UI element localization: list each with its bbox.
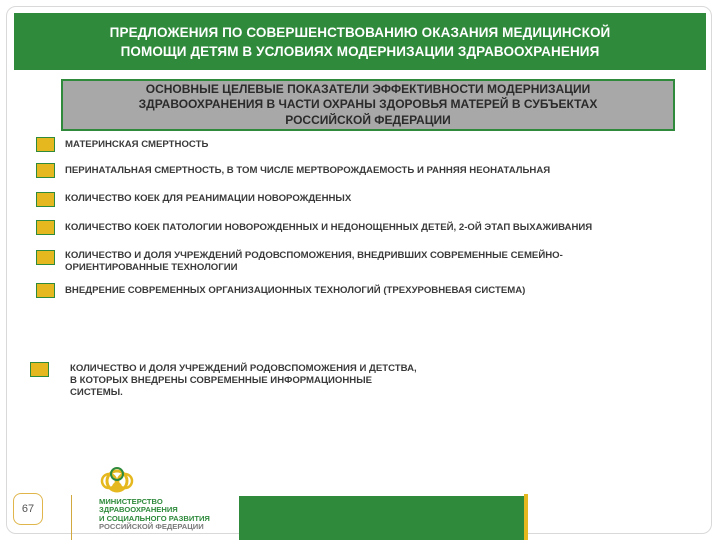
section-heading-line-3: РОССИЙСКОЙ ФЕДЕРАЦИИ: [285, 112, 451, 127]
section-heading-line-2: ЗДРАВООХРАНЕНИЯ В ЧАСТИ ОХРАНЫ ЗДОРОВЬЯ МАТЕРЕЙ В СУБЪЕКТАХ: [138, 97, 598, 112]
square-bullet-icon: [36, 137, 55, 152]
list-item: [36, 283, 525, 298]
list-item: [36, 220, 592, 235]
slide-title: [14, 13, 706, 70]
list-item: [36, 163, 550, 178]
list-item-text: ВНЕДРЕНИЕ СОВРЕМЕННЫХ ОРГАНИЗАЦИОННЫХ ТЕХНОЛОГИЙ (ТРЕХУРОВНЕВАЯ СИСТЕМА): [65, 285, 526, 296]
footer-green-bar: [239, 496, 524, 540]
list-item-text: КОЛИЧЕСТВО КОЕК ПАТОЛОГИИ НОВОРОЖДЕННЫХ И НЕДОНОЩЕННЫХ ДЕТЕЙ, 2-ОЙ ЭТАП ВЫХАЖИВАНИЯ: [65, 222, 593, 233]
logo-text-line-1: МИНИСТЕРСТВО: [99, 497, 163, 506]
section-heading-line-1: ОСНОВНЫЕ ЦЕЛЕВЫЕ ПОКАЗАТЕЛИ ЭФФЕКТИВНОСТИ МОДЕРНИЗАЦИИ: [145, 81, 591, 96]
square-bullet-icon: [36, 220, 55, 235]
list-item-text: КОЛИЧЕСТВО КОЕК ДЛЯ РЕАНИМАЦИИ НОВОРОЖДЕННЫХ: [65, 193, 352, 204]
page-number: [13, 493, 43, 525]
slide-title-line-2: ПОМОЩИ ДЕТЯМ В УСЛОВИЯХ МОДЕРНИЗАЦИИ ЗДРАВООХРАНЕНИЯ: [120, 43, 600, 59]
section-heading: [61, 79, 675, 131]
list-item: [30, 362, 417, 399]
square-bullet-icon: [36, 283, 55, 298]
page-number-text: 67: [21, 503, 35, 515]
slide-title-line-1: ПРЕДЛОЖЕНИЯ ПО СОВЕРШЕНСТВОВАНИЮ ОКАЗАНИЯ МЕДИЦИНСКОЙ: [109, 24, 611, 40]
list-item: [36, 192, 351, 207]
list-item: [36, 250, 563, 274]
square-bullet-icon: [36, 250, 55, 265]
logo-text-line-2: ЗДРАВООХРАНЕНИЯ: [99, 505, 178, 515]
logo-text-line-3: И СОЦИАЛЬНОГО РАЗВИТИЯ: [99, 513, 210, 523]
list-item-text-line-2: В КОТОРЫХ ВНЕДРЕНЫ СОВРЕМЕННЫЕ ИНФОРМАЦИОННЫЕ: [70, 375, 372, 386]
list-item-text-line-2: ОРИЕНТИРОВАННЫЕ ТЕХНОЛОГИИ: [65, 262, 238, 273]
square-bullet-icon: [30, 362, 49, 377]
logo-text-line-4: РОССИЙСКОЙ ФЕДЕРАЦИИ: [99, 522, 204, 532]
list-item-text: ПЕРИНАТАЛЬНАЯ СМЕРТНОСТЬ, В ТОМ ЧИСЛЕ МЕРТВОРОЖДАЕМОСТЬ И РАННЯЯ НЕОНАТАЛЬНАЯ: [65, 165, 551, 176]
square-bullet-icon: [36, 192, 55, 207]
list-item-text-line-1: КОЛИЧЕСТВО И ДОЛЯ УЧРЕЖДЕНИЙ РОДОВСПОМОЖЕНИЯ, ВНЕДРИВШИХ СОВРЕМЕННЫЕ СЕМЕЙНО-: [65, 250, 563, 261]
list-item-text-line-1: КОЛИЧЕСТВО И ДОЛЯ УЧРЕЖДЕНИЙ РОДОВСПОМОЖЕНИЯ И ДЕТСТВА,: [70, 363, 417, 374]
list-item-text-line-3: СИСТЕМЫ.: [70, 387, 123, 398]
list-item: [36, 137, 208, 152]
footer-yellow-edge: [524, 494, 528, 540]
footer-divider: [71, 495, 72, 540]
list-item-text: МАТЕРИНСКАЯ СМЕРТНОСТЬ: [65, 139, 209, 150]
ministry-logo-text: [99, 498, 210, 532]
square-bullet-icon: [36, 163, 55, 178]
